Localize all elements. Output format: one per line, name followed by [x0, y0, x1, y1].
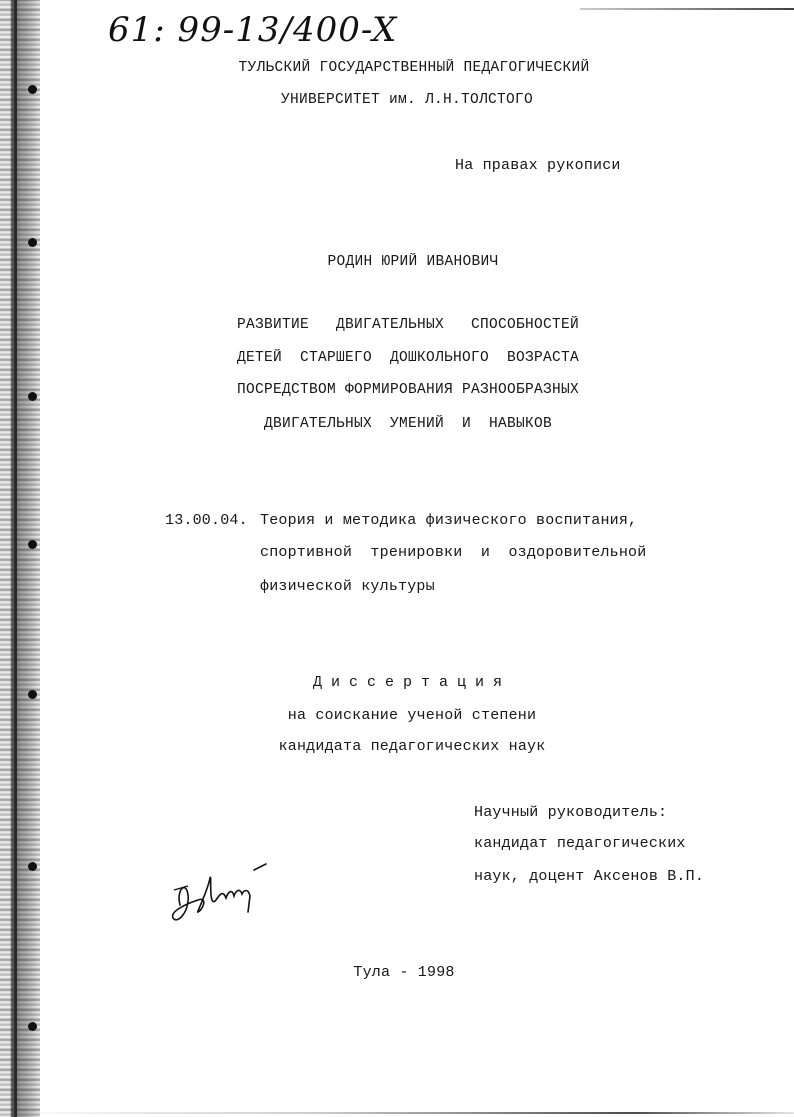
author-name: РОДИН ЮРИЙ ИВАНОВИЧ: [327, 254, 499, 270]
binding-hole: [28, 392, 37, 401]
specialty-line-2: спортивной тренировки и оздоровительной: [260, 544, 647, 561]
binding-hole: [28, 690, 37, 699]
title-line-2: ДЕТЕЙ СТАРШЕГО ДОШКОЛЬНОГО ВОЗРАСТА: [236, 350, 580, 366]
supervisor-line-1: Научный руководитель:: [474, 804, 668, 821]
title-line-3: ПОСРЕДСТВОМ ФОРМИРОВАНИЯ РАЗНООБРАЗНЫХ: [236, 382, 580, 398]
handwritten-signature: [168, 850, 278, 930]
binding-hole: [28, 238, 37, 247]
manuscript-rights-note: На правах рукописи: [455, 157, 621, 174]
university-name-line2: УНИВЕРСИТЕТ им. Л.Н.ТОЛСТОГО: [280, 92, 534, 108]
degree-line-2: кандидата педагогических наук: [278, 738, 546, 755]
specialty-line-3: физической культуры: [260, 578, 435, 595]
handwritten-catalog-mark: 61: 99-13/400-X: [108, 10, 398, 50]
binding-hole: [28, 85, 37, 94]
top-scan-edge: [580, 8, 794, 10]
dissertation-label: Диссертация: [312, 674, 512, 691]
binding-hole: [28, 540, 37, 549]
university-name-line1: ТУЛЬСКИЙ ГОСУДАРСТВЕННЫЙ ПЕДАГОГИЧЕСКИЙ: [238, 60, 590, 76]
title-line-1: РАЗВИТИЕ ДВИГАТЕЛЬНЫХ СПОСОБНОСТЕЙ: [236, 317, 580, 333]
specialty-code: 13.00.04.: [165, 512, 248, 529]
binding-edge-scan-artifact: [0, 0, 40, 1117]
binding-hole: [28, 862, 37, 871]
degree-line-1: на соискание ученой степени: [287, 707, 537, 724]
bottom-scan-edge: [0, 1112, 794, 1114]
binding-hole: [28, 1022, 37, 1031]
page-edge-line: [14, 0, 17, 1117]
place-and-year: Тула - 1998: [353, 964, 455, 981]
specialty-line-1: Теория и методика физического воспитания,: [260, 512, 638, 529]
title-line-4: ДВИГАТЕЛЬНЫХ УМЕНИЙ И НАВЫКОВ: [263, 416, 553, 432]
supervisor-line-2: кандидат педагогических: [474, 835, 686, 852]
supervisor-line-3: наук, доцент Аксенов В.П.: [474, 868, 705, 885]
